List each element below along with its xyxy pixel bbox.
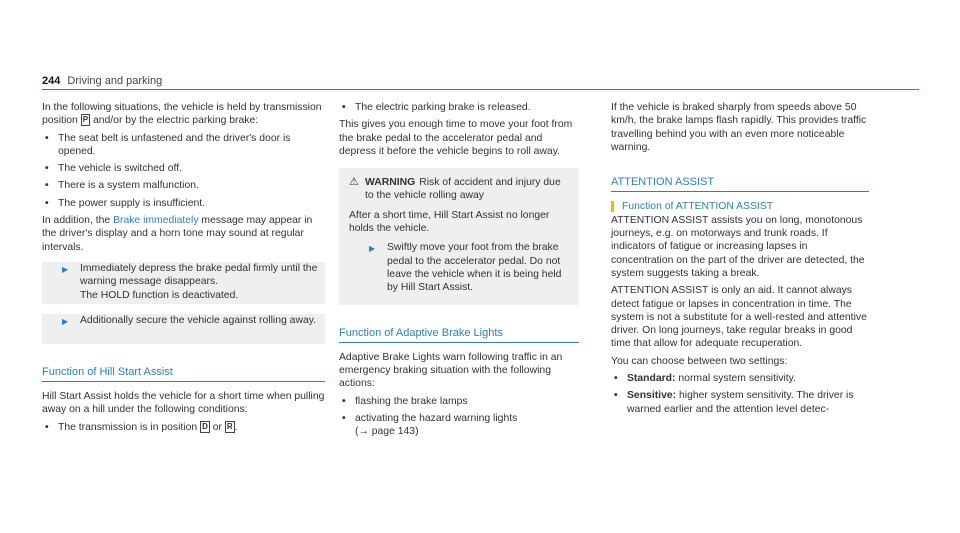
middle-paragraph: This gives you enough time to move your foot from the brake pedal to the accelerator pedal and depress it before the vehicle begins to roll away. <box>339 119 573 157</box>
list-item: • flashing the brake lamps <box>342 395 468 407</box>
instruction-step: ▶ Immediately depress the brake pedal firmly until the warning message disappears. The HOLD function is deactivated. <box>42 262 325 304</box>
instruction-step: ▶ Additionally secure the vehicle against rolling away. <box>42 314 325 344</box>
abl-paragraph: Adaptive Brake Lights warn following traffic in an emergency braking situation with the following actions: <box>339 351 563 390</box>
step-arrow-icon: ▶ <box>62 264 69 274</box>
bullet-icon: • <box>614 373 618 385</box>
drive-position-icon: D <box>202 421 208 431</box>
intro-paragraph: In the following situations, the vehicle is held by transmission position P and/or by the electric parking brake: <box>42 102 322 127</box>
bullet-icon: • <box>45 132 49 144</box>
list-item: • Standard: normal system sensitivity. <box>614 373 796 385</box>
list-item: • The power supply is insufficient. <box>45 197 206 209</box>
park-position-icon: P <box>82 115 89 125</box>
page-number: 244 <box>42 75 61 87</box>
warning-triangle-icon: ⚠ <box>349 176 359 189</box>
hill-paragraph: Hill Start Assist holds the vehicle for a short time when pulling away on a hill under the following conditions: <box>42 391 325 416</box>
bullet-icon: • <box>342 102 346 113</box>
list-item: • activating the hazard warning lights (→ page 143) <box>342 413 518 438</box>
bullet-icon: • <box>45 197 49 209</box>
bullet-icon: • <box>45 180 49 192</box>
bullet-icon: • <box>45 163 49 175</box>
list-item: • The seat belt is unfastened and the driver's door is opened. <box>45 132 291 157</box>
addition-paragraph: In addition, the Brake immediately message may appear in the driver's display and a horn tone may sound at regular intervals. <box>42 215 313 253</box>
step-arrow-icon: ▶ <box>369 244 376 254</box>
list-item: • There is a system malfunction. <box>45 180 199 192</box>
page-header <box>42 75 162 87</box>
step-arrow-icon: ▶ <box>62 316 69 326</box>
bullet-icon: • <box>614 390 618 402</box>
section-title-hill-start: Function of Hill Start Assist <box>42 366 325 382</box>
section-title-adaptive-brake-lights: Function of Adaptive Brake Lights <box>339 327 579 343</box>
list-item: • The transmission is in position D or R . <box>45 421 238 433</box>
info-marker-icon <box>611 201 614 212</box>
list-item: • The vehicle is switched off. <box>45 163 182 175</box>
bullet-icon: • <box>342 413 346 425</box>
header-rule <box>42 89 919 90</box>
section-title-attention-assist: ATTENTION ASSIST <box>611 176 869 192</box>
list-item: • The electric parking brake is released. <box>342 102 531 113</box>
chapter-title: Driving and parking <box>67 75 163 87</box>
warning-box <box>339 168 579 304</box>
page-reference-link[interactable]: (→ page 143) <box>355 426 419 438</box>
warning-label: WARNING <box>365 177 416 189</box>
warning-header: ⚠ WARNING Risk of accident and injury due to the vehicle rolling away <box>349 176 561 202</box>
left-column <box>42 101 325 438</box>
middle-column <box>339 101 579 443</box>
warning-step: ▶ Swiftly move your foot from the brake pedal to the accelerator pedal. Do not leave the vehicle when it is being held by Hill Start Assist. <box>369 242 562 294</box>
reverse-position-icon: R <box>226 421 233 431</box>
right-column <box>611 101 869 420</box>
info-heading: Function of ATTENTION ASSIST <box>611 200 869 213</box>
attention-paragraph-1: ATTENTION ASSIST assists you on long, monotonous journeys, e.g. on motorways and trunk roads. If indicators of fatigue or increasing lapses in concentration on the part of the driver are detected, the system suggests taking a break. <box>611 214 865 279</box>
brake-immediately-message: Brake immediately <box>113 215 199 227</box>
attention-paragraph-2: ATTENTION ASSIST is only an aid. It cannot always detect fatigue or lapses in concentration in time. The system is not a substitute for a well-rested and attentive driver. On long journeys, take regular breaks in good time that allow for adequate recuperation. <box>611 285 867 350</box>
bullet-icon: • <box>45 421 49 433</box>
bullet-icon: • <box>342 395 346 407</box>
attention-paragraph-3: You can choose between two settings: <box>611 355 788 367</box>
list-item: • Sensitive: higher system sensitivity. The driver is warned earlier and the attention level detec- <box>614 390 854 415</box>
warning-text: After a short time, Hill Start Assist no longer holds the vehicle. <box>349 209 550 235</box>
right-intro-paragraph: If the vehicle is braked sharply from speeds above 50 km/h, the brake lamps flash rapidly. This provides traffic travelling behind you with an even more noticeable warning. <box>611 102 867 153</box>
